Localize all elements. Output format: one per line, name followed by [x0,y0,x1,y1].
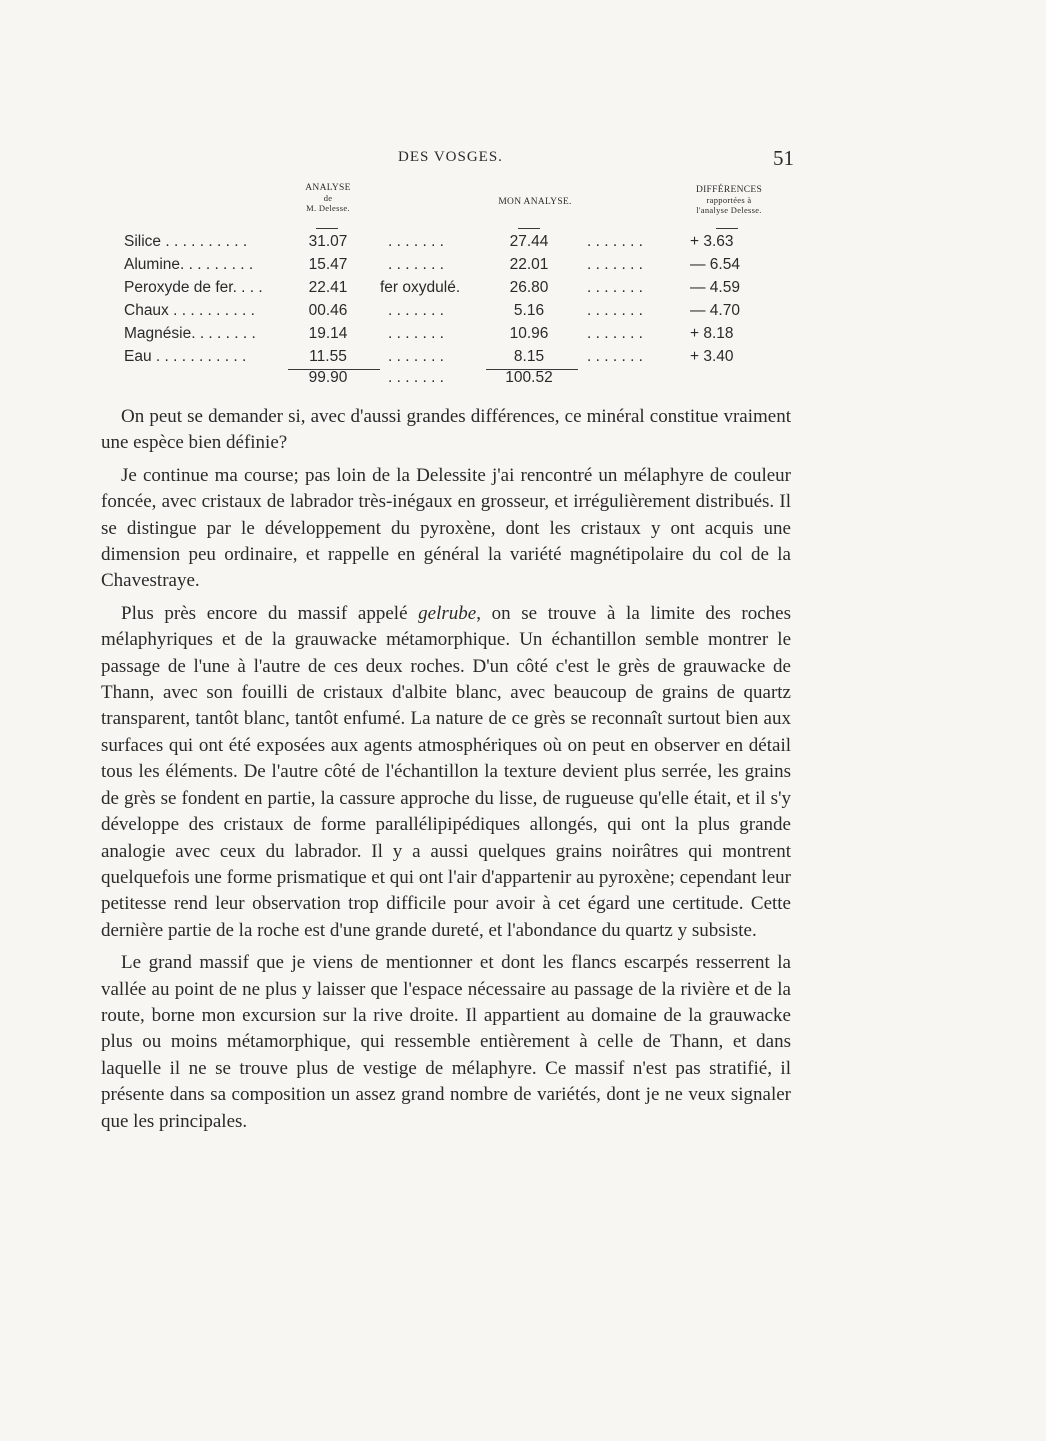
total-mon: 100.52 [505,369,553,386]
row-diff: — 6.54 [690,256,740,273]
row-dots: . . . . . . . [587,233,643,250]
row-mon: 22.01 [509,256,549,273]
column-header-mon-analyse: MON ANALYSE. [498,197,572,207]
row-mon: 27.44 [509,233,549,250]
header-rule-diff [716,228,738,229]
row-diff: — 4.70 [690,302,740,319]
table-row [0,233,1046,255]
paragraph-part: , on se trouve à la limite des roches mélaphyriques et de la grauwacke métamorphique. Un échantillon semble montrer le passage de l'une à l'autre de ces deux roches. D'un côté c'est le grès de grauwacke de Thann, avec son fouilli de cristaux d'albite blanc, avec beaucoup de grains de quartz transparent, tantôt blanc, tantôt enfumé. La nature de ce grès se reconnaît surtout bien aux surfaces qui ont été exposées aux agents atmosphériques où on peut en observer en détail tous les éléments. De l'autre côté de l'échantillon la texture devient plus serrée, les grains de grès se fondent en partie, la cassure approche du lisse, de rugueuse qu'elle était, et il s'y développe des cristaux de forme parallélipipédiques allongés, qui ont la plus grande analogie avec ceux du labrador. Il y a aussi quelques grains noirâtres qui montrent quelquefois une forme prismatique et qui ont l'air d'appartenir au pyroxène; cependant leur petitesse rend leur observation trop difficile pour avoir à cet égard une certitude. Cette dernière partie de la roche est d'une grande dureté, et l'abondance du quartz y subsiste. [101,602,791,941]
row-diff: + 3.40 [690,348,734,365]
row-dots: . . . . . . . [587,302,643,319]
row-mid: . . . . . . . [388,233,444,250]
column-header-delesse-line3: M. Delesse. [306,203,350,213]
row-delesse: 19.14 [308,325,348,342]
paragraph: Je continue ma course; pas loin de la Delessite j'ai rencontré un mélaphyre de couleur foncée, avec cristaux de labrador très-inégaux en grosseur, et irrégulièrement distribués. Il se distingue par le développement du pyroxène, dont les cristaux y ont acquis une dimension peu ordinaire, et rappelle en général la variété magnétipolaire du col de la Chavestraye. [101,464,791,592]
total-delesse: 99.90 [308,369,348,386]
row-diff: + 8.18 [690,325,734,342]
row-dots: . . . . . . . [587,256,643,273]
header-rule-delesse [316,228,338,229]
page-number: 51 [773,146,794,170]
column-header-differences-line2: rapportées à [706,195,752,205]
column-header-delesse-line2: de [323,193,333,203]
row-name: Eau . . . . . . . . . . . [124,348,247,365]
table-row [0,302,1046,324]
analysis-table [0,0,1046,400]
row-name: Silice . . . . . . . . . . [124,233,248,250]
row-mon: 8.15 [513,348,545,365]
paragraph: On peut se demander si, avec d'aussi grandes différences, ce minéral constitue vraiment une espèce bien définie? [101,406,791,454]
row-delesse: 22.41 [308,279,348,296]
row-diff: — 4.59 [690,279,740,296]
row-delesse: 15.47 [308,256,348,273]
row-mon: 26.80 [509,279,549,296]
row-name: Peroxyde de fer. . . . [124,279,263,296]
row-mon: 5.16 [513,302,545,319]
row-mid: . . . . . . . [388,325,444,342]
paragraph: Le grand massif que je viens de mentionner et dont les flancs escarpés resserrent la vallée au point de ne plus y laisser que l'espace nécessaire au passage de la rivière et de la route, borne mon excursion sur la rive droite. Il appartient au domaine de la grauwacke plus ou moins métamorphique, qui ressemble entièrement à celle de Thann, et dans laquelle il ne se trouve plus de vestige de mélaphyre. Ce massif n'est pas stratifié, il présente dans sa composition un assez grand nombre de variétés, dont je ne veux signaler que les principales. [101,952,791,1132]
row-dots: . . . . . . . [587,348,643,365]
paragraph-part: Plus près encore du massif appelé [121,602,408,624]
row-mon: 10.96 [509,325,549,342]
table-row [0,348,1046,370]
row-dots: . . . . . . . [587,279,643,296]
row-delesse: 00.46 [308,302,348,319]
column-header-differences-line3: l'analyse Delesse. [696,205,762,215]
running-title: DES VOSGES. [398,149,503,165]
header-rule-mon [518,228,540,229]
row-diff: + 3.63 [690,233,734,250]
total-row [0,369,1046,391]
table-row [0,325,1046,347]
row-delesse: 11.55 [309,348,347,365]
paragraph [101,601,791,944]
total-mid: . . . . . . . [388,369,444,386]
row-mid: . . . . . . . [388,302,444,319]
row-mid: fer oxydulé. [380,279,461,296]
row-dots: . . . . . . . [587,325,643,342]
table-row [0,279,1046,301]
column-header-delesse [290,183,366,213]
row-mid: . . . . . . . [388,348,444,365]
table-row [0,256,1046,278]
row-name: Alumine. . . . . . . . . [124,256,254,273]
row-name: Chaux . . . . . . . . . . [124,302,255,319]
row-delesse: 31.07 [308,233,348,250]
column-header-delesse-line1: ANALYSE [305,183,351,193]
column-header-differences [674,185,784,215]
row-mid: . . . . . . . [388,256,444,273]
italic-term: gelrube [418,602,477,624]
column-header-differences-line1: DIFFÉRENCES [695,185,763,195]
body-text [101,404,791,1141]
row-name: Magnésie. . . . . . . . [124,325,256,342]
